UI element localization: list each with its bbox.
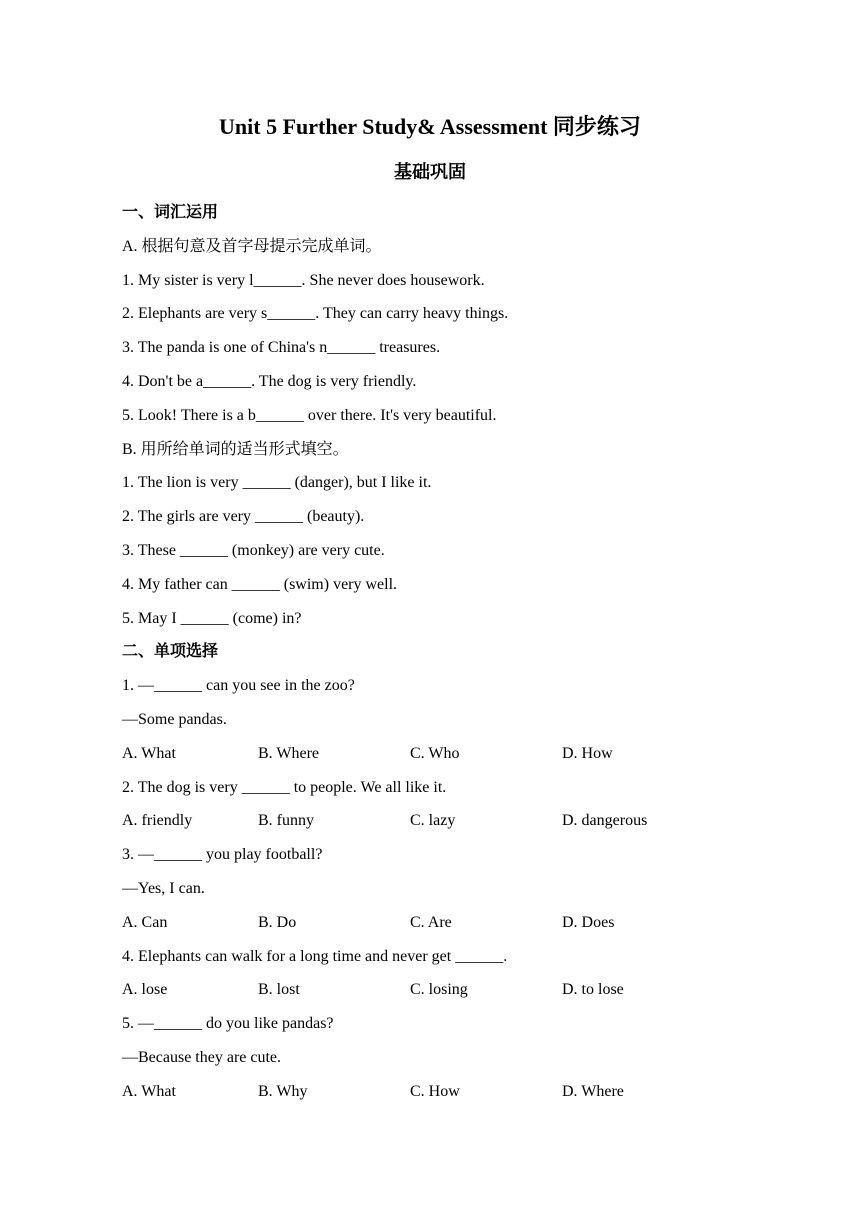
option-c: C. Are [410,913,452,931]
exercise-content [122,196,762,1109]
question-stem: 5. —______ do you like pandas? [122,1015,334,1033]
page-title: Unit 5 Further Study& Assessment 同步练习 [219,114,641,139]
part-b-item: 4. My father can ______ (swim) very well. [122,575,398,593]
option-c: C. How [410,1082,460,1100]
question-options [122,906,762,940]
question-dialogue-answer: —Some pandas. [122,710,227,728]
option-a: A. friendly [122,812,193,830]
part-b-item: 1. The lion is very ______ (danger), but I like it. [122,474,432,492]
question-stem: 4. Elephants can walk for a long time and never get ______. [122,947,508,965]
option-b: B. lost [258,981,300,999]
part-b-item: 5. May I ______ (come) in? [122,609,302,627]
option-d: D. How [562,744,613,762]
part-a-item: 1. My sister is very l______. She never does housework. [122,271,485,289]
page-subtitle: 基础巩固 [394,162,466,182]
option-d: D. Does [562,913,615,931]
question-options [122,737,762,771]
option-d: D. to lose [562,981,624,999]
option-a: A. Can [122,913,168,931]
option-b: B. Why [258,1082,308,1100]
question-dialogue-answer: —Yes, I can. [122,879,205,897]
part-a-instruction: A. 根据句意及首字母提示完成单词。 [122,237,382,255]
question-stem: 3. —______ you play football? [122,846,323,864]
option-d: D. Where [562,1082,624,1100]
part-b-item: 3. These ______ (monkey) are very cute. [122,541,385,559]
option-a: A. lose [122,981,168,999]
part-b-instruction: B. 用所给单词的适当形式填空。 [122,440,349,458]
option-a: A. What [122,744,176,762]
option-d: D. dangerous [562,812,648,830]
option-b: B. funny [258,812,314,830]
question-options [122,1075,762,1109]
option-c: C. lazy [410,812,456,830]
part-a-item: 5. Look! There is a b______ over there. It's very beautiful. [122,406,497,424]
option-a: A. What [122,1082,176,1100]
option-c: C. losing [410,981,468,999]
question-stem: 2. The dog is very ______ to people. We all like it. [122,778,447,796]
question-options [122,973,762,1007]
part-b-item: 2. The girls are very ______ (beauty). [122,508,365,526]
option-c: C. Who [410,744,460,762]
question-dialogue-answer: —Because they are cute. [122,1048,282,1066]
option-b: B. Where [258,744,320,762]
section1-heading: 一、词汇运用 [122,204,219,221]
option-b: B. Do [258,913,297,931]
part-a-item: 3. The panda is one of China's n______ treasures. [122,339,441,357]
part-a-item: 2. Elephants are very s______. They can carry heavy things. [122,305,509,323]
section2-heading: 二、单项选择 [122,643,219,661]
question-stem: 1. —______ can you see in the zoo? [122,677,355,695]
part-a-item: 4. Don't be a______. The dog is very friendly. [122,372,417,390]
question-options [122,804,762,838]
